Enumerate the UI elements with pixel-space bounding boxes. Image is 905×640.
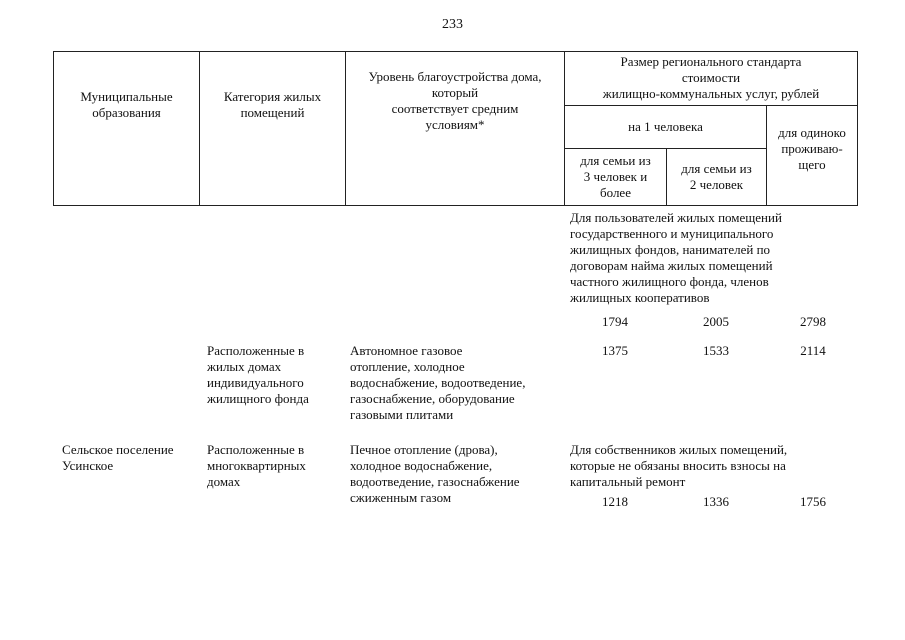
value-family-3: 1375 [602, 343, 628, 358]
divider [199, 52, 200, 205]
value-single: 1756 [800, 494, 826, 509]
header-level: Уровень благоустройства дома, который соответствует средним условиям* [368, 69, 542, 132]
header-category: Категория жилых помещений [223, 89, 322, 120]
value-family-3: 1794 [602, 314, 628, 329]
row-note: Для пользователей жилых помещений государственного и муниципального жилищных фондов, нанимателей по договорам найма жилых помещений частного жилищного фонда, членов жилищных кооперативов [570, 210, 782, 305]
row-category: Расположенные в жилых домах индивидуального жилищного фонда [207, 343, 309, 406]
row-level: Автономное газовое отопление, холодное водоснабжение, водоотведение, газоснабжение, оборудование газовыми плитами [350, 343, 526, 422]
table-header [53, 51, 858, 206]
header-municipality: Муниципальные образования [80, 89, 173, 120]
header-size: Размер регионального стандарта стоимости жилищно-коммунальных услуг, рублей [602, 54, 820, 101]
row-municipality: Сельское поселение Усинское [62, 442, 174, 473]
value-single: 2114 [800, 343, 826, 358]
page-number: 233 [442, 17, 463, 32]
header-family-2: для семьи из 2 человек [681, 161, 752, 192]
value-family-2: 1336 [703, 494, 729, 509]
value-family-2: 1533 [703, 343, 729, 358]
row-level: Печное отопление (дрова), холодное водоснабжение, водоотведение, газоснабжение сжиженным газом [350, 442, 520, 505]
value-family-3: 1218 [602, 494, 628, 509]
divider [564, 148, 766, 149]
value-family-2: 2005 [703, 314, 729, 329]
divider [564, 105, 857, 106]
row-note: Для собственников жилых помещений, которые не обязаны вносить взносы на капитальный ремонт [570, 442, 788, 489]
header-per-person: на 1 человека [628, 119, 703, 134]
header-family-3: для семьи из 3 человек и более [580, 153, 651, 200]
value-single: 2798 [800, 314, 826, 329]
row-category: Расположенные в многоквартирных домах [207, 442, 306, 489]
header-single: для одиноко проживаю- щего [778, 125, 846, 172]
